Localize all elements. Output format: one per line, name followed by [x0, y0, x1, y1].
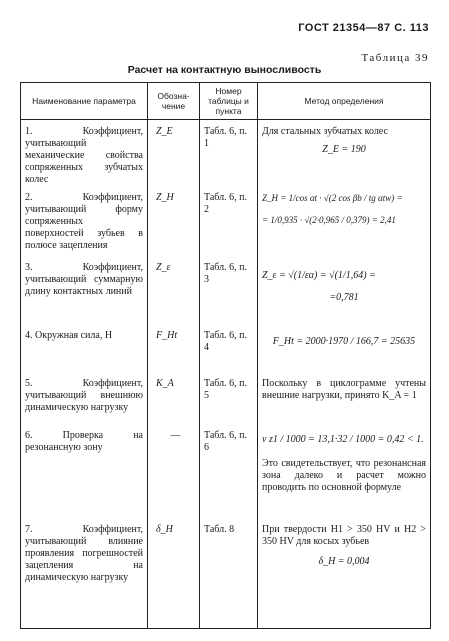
row-reference: Табл. 6, п. 2: [200, 186, 258, 256]
method-formula-line2: = 1/0,935 · √(2·0,965 / 0,379) = 2,41: [262, 215, 396, 225]
row-parameter-name: 2. Коэффициент, учитывающий форму сопряженных поверхностей зубьев в полюсе зацепления: [21, 186, 148, 256]
table-row: [21, 324, 431, 372]
row-method: [258, 518, 431, 628]
row-parameter-name: 7. Коэффициент, учитывающий влияние проявления погрешностей зацепления на динамическую нагрузку: [21, 518, 148, 628]
row-reference: Табл. 6, п. 4: [200, 324, 258, 372]
method-text: Это свидетельствует, что резонансная зона далеко и расчет можно проводить по основной формуле: [262, 458, 426, 493]
table-row: [21, 518, 431, 628]
row-reference: Табл. 6, п. 6: [200, 424, 258, 518]
row-reference: Табл. 8: [200, 518, 258, 628]
table-row: [21, 256, 431, 324]
page-header: ГОСТ 21354—87 С. 113: [298, 22, 429, 34]
row-symbol: Z_ε: [148, 256, 200, 324]
method-result: =0,781: [329, 292, 359, 303]
method-text: При твердости H1 > 350 HV и H2 > 350 HV для косых зубьев: [262, 524, 426, 547]
table-row: [21, 372, 431, 424]
row-parameter-name: 5. Коэффициент, учитывающий внешнюю динамическую нагрузку: [21, 372, 148, 424]
column-header-method: Метод определения: [258, 83, 431, 120]
row-method-text: Поскольку в циклограмме учтены внешние нагрузки, принято K_A = 1: [258, 372, 431, 424]
row-parameter-name: 6. Проверка на резонансную зону: [21, 424, 148, 518]
row-method: [258, 424, 431, 518]
row-parameter-name: 1. Коэффициент, учитывающий механические свойства сопряженных зубчатых колес: [21, 120, 148, 187]
row-method: [258, 120, 431, 187]
method-formula-line1: Z_H = 1/cos αt · √(2 cos βb / tg αtw) =: [262, 193, 403, 203]
row-symbol: δ_H: [148, 518, 200, 628]
method-formula-line1: Z_ε = √(1/εα) = √(1/1,64) =: [262, 270, 376, 281]
table-row: [21, 424, 431, 518]
table-header-row: [21, 83, 431, 120]
row-reference: Табл. 6, п. 1: [200, 120, 258, 187]
row-symbol: Z_H: [148, 186, 200, 256]
column-header-parameter: Наименование параметра: [21, 83, 148, 120]
table-row: [21, 186, 431, 256]
method-formula: v z1 / 1000 = 13,1·32 / 1000 = 0,42 < 1.: [262, 434, 424, 445]
row-reference: Табл. 6, п. 3: [200, 256, 258, 324]
row-parameter-name: 4. Окружная сила, Н: [21, 324, 148, 372]
method-formula: Z_E = 190: [322, 144, 366, 155]
table-title: Расчет на контактную выносливость: [127, 64, 322, 76]
method-formula: δ_H = 0,004: [318, 556, 370, 567]
contact-strength-table: [20, 82, 431, 629]
table-row: [21, 120, 431, 187]
table-number: Таблица 39: [361, 52, 429, 64]
method-formula: F_Ht = 2000·1970 / 166,7 = 25635: [272, 336, 416, 347]
row-symbol: Z_E: [148, 120, 200, 187]
column-header-reference: Номер таблицы и пункта: [200, 83, 258, 120]
row-method: [258, 256, 431, 324]
row-symbol: F_Ht: [148, 324, 200, 372]
row-parameter-name: 3. Коэффициент, учитывающий суммарную длину контактных линий: [21, 256, 148, 324]
column-header-symbol: Обозна-чение: [148, 83, 200, 120]
row-symbol: —: [148, 424, 200, 518]
row-method: [258, 186, 431, 256]
row-method: [258, 324, 431, 372]
row-reference: Табл. 6, п. 5: [200, 372, 258, 424]
row-symbol: K_A: [148, 372, 200, 424]
method-text: Для стальных зубчатых колес: [262, 126, 388, 137]
